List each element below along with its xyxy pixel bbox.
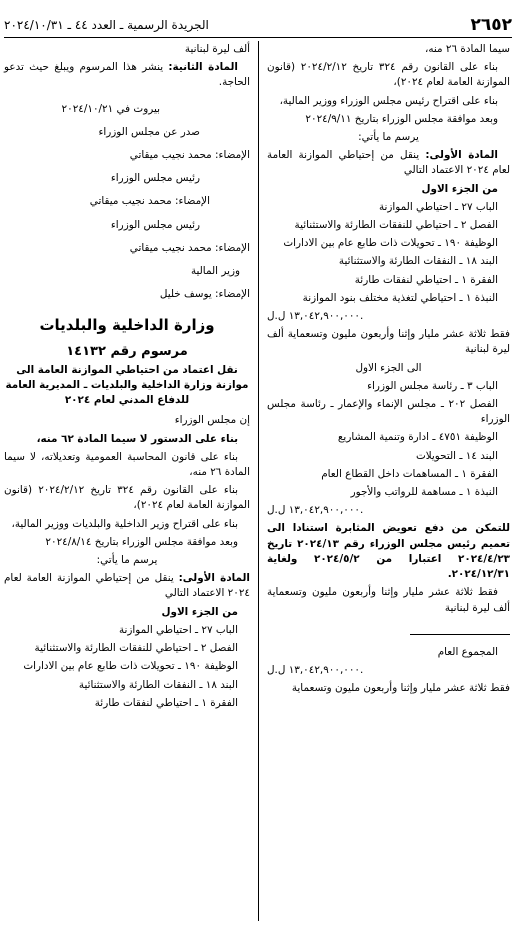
article-label: المادة الثانية:	[168, 61, 238, 74]
article-label: المادة الأولى:	[425, 149, 498, 162]
signature: الإمضاء: محمد نجيب ميقاتي	[129, 241, 250, 254]
place-date: بيروت في ٢٠٢٤/١٠/٢١	[61, 102, 160, 115]
budget-line: البند ١٤ ـ التحويلات	[415, 449, 498, 462]
left-column	[4, 42, 250, 714]
text-line: إن مجلس الوزراء	[174, 414, 250, 427]
issued-by: صدر عن مجلس الوزراء	[98, 125, 200, 138]
budget-line: الفصل ٢ ـ احتياطي للنفقات الطارئة والاستثنائية	[34, 642, 238, 655]
page-number: ٢٦٥٢	[470, 15, 512, 35]
text-line: يرسم ما يأتي:	[358, 131, 419, 144]
page-header	[4, 14, 512, 36]
budget-line: الفقرة ١ ـ احتياطي لنفقات طارئة	[354, 273, 498, 286]
budget-line: البند ١٨ ـ النفقات الطارئة والاستثنائية	[338, 255, 498, 268]
budget-line: البند ١٨ ـ النفقات الطارئة والاستثنائية	[78, 678, 238, 691]
text-line: بناء على اقتراح رئيس مجلس الوزراء ووزير المالية،	[279, 94, 498, 107]
ministry-heading: وزارة الداخلية والبلديات	[39, 316, 215, 335]
part-heading: من الجزء الاول	[421, 182, 498, 195]
text-line: بناء على اقتراح وزير الداخلية والبلديات ووزير المالية،	[11, 517, 238, 530]
signatory-title: وزير المالية	[190, 265, 240, 278]
budget-line: الوظيفة ٤٧٥١ ـ ادارة وتنمية المشاريع	[337, 431, 498, 444]
decree-number: مرسوم رقم ١٤١٣٢	[66, 343, 188, 359]
text-line: بناء على القانون رقم ٣٢٤ تاريخ ٢٠٢٤/٢/١٢ (قانون الموازنة العامة لعام ٢٠٢٤)،	[267, 61, 510, 89]
article-2	[4, 60, 250, 90]
text-line: بناء على الدستور لا سيما المادة ٦٢ منه،	[36, 432, 238, 445]
budget-line: الباب ٢٧ ـ احتياطي الموازنة	[378, 200, 498, 213]
amount-in-words: فقط ثلاثة عشر مليار وإثنا وأربعون مليون وتسعماية ألف ليرة لبنانية	[267, 586, 510, 614]
signatory-title: رئيس مجلس الوزراء	[110, 172, 200, 185]
text-line: وبعد موافقة مجلس الوزراء بتاريخ ٢٠٢٤/٩/١١	[305, 112, 498, 125]
text-line: سيما المادة ٢٦ منه،	[424, 43, 510, 55]
text-line: بناء على القانون رقم ٣٢٤ تاريخ ٢٠٢٤/٢/١٢ (قانون الموازنة العامة لعام ٢٠٢٤)،	[4, 484, 250, 512]
right-column	[267, 42, 510, 699]
total-label: المجموع العام	[437, 645, 498, 658]
budget-line: النبذة ١ ـ مساهمة للرواتب والأجور	[350, 486, 498, 499]
article-label: المادة الأولى:	[178, 572, 250, 585]
article-1	[267, 148, 510, 178]
amount: ١٣,٠٤٢,٩٠٠,٠٠٠ ل.ل.	[267, 504, 364, 517]
decree-title: نقل اعتماد من احتياطي الموازنة العامة الى موازنة وزارة الداخلية والبلديات ـ المديرية العامة للدفاع المدني لعام ٢٠٢٤	[5, 363, 249, 407]
signature: الإمضاء: يوسف خليل	[159, 288, 250, 301]
article-text: ينقل من إحتياطي الموازنة العامة لعام ٢٠٢٤ الاعتماد التالي	[4, 572, 250, 600]
part-heading: الى الجزء الاول	[355, 361, 422, 374]
note: للتمكن من دفع تعويض المثابرة استنادا الى تعميم رئيس مجلس الوزراء رقم ٢٠٢٤/١٣ تاريخ ٢٠٢٤/٤/٢٣ اعتبارا من ٢٠٢٤/٥/٢ ولغاية ٢٠٢٤/١٢/٣١.	[267, 522, 511, 581]
total-amount: ١٣,٠٤٢,٩٠٠,٠٠٠ ل.ل.	[267, 663, 364, 676]
budget-line: النبذة ١ ـ احتياطي لتغذية مختلف بنود الموازنة	[302, 291, 498, 304]
article-1	[4, 571, 250, 601]
article-text: ينشر هذا المرسوم ويبلغ حيث تدعو الحاجة.	[4, 61, 250, 89]
short-rule	[410, 634, 510, 635]
budget-line: الفصل ٢٠٢ ـ مجلس الإنماء والإعمار ـ رئاسة مجلس الوزراء	[267, 398, 510, 426]
column-divider	[258, 41, 259, 921]
text-line: ألف ليرة لبنانية	[184, 43, 250, 55]
text-line: بناء على قانون المحاسبة العمومية وتعديلاته، لا سيما المادة ٢٦ منه،	[4, 450, 250, 479]
signature: الإمضاء: محمد نجيب ميقاتي	[129, 149, 250, 162]
budget-line: الوظيفة ١٩٠ ـ تحويلات ذات طابع عام بين الادارات	[23, 660, 238, 673]
signatory-title: رئيس مجلس الوزراء	[110, 218, 200, 231]
budget-line: الفقرة ١ ـ المساهمات داخل القطاع العام	[321, 467, 498, 480]
budget-line: الفصل ٢ ـ احتياطي للنفقات الطارئة والاستثنائية	[294, 219, 498, 232]
budget-line: الباب ٢٧ ـ احتياطي الموازنة	[118, 623, 238, 636]
issue-info: الجريدة الرسمية ـ العدد ٤٤ ـ ٢٠٢٤/١٠/٣١	[4, 18, 209, 32]
text-line: وبعد موافقة مجلس الوزراء بتاريخ ٢٠٢٤/٨/١٤	[45, 535, 238, 548]
signature: الإمضاء: محمد نجيب ميقاتي	[89, 195, 210, 208]
amount: ١٣,٠٤٢,٩٠٠,٠٠٠ ل.ل.	[267, 310, 364, 323]
article-text: ينقل من إحتياطي الموازنة العامة لعام ٢٠٢٤ الاعتماد التالي	[267, 149, 510, 177]
text-line: يرسم ما يأتي:	[96, 554, 158, 567]
amount-in-words: فقط ثلاثة عشر مليار وإثنا وأربعون مليون وتسعماية ألف ليرة لبنانية	[267, 328, 510, 356]
budget-line: الوظيفة ١٩٠ ـ تحويلات ذات طابع عام بين الادارات	[283, 237, 498, 250]
part-heading: من الجزء الاول	[161, 605, 238, 618]
budget-line: الفقرة ١ ـ احتياطي لنفقات طارئة	[94, 696, 238, 709]
budget-line: الباب ٣ ـ رئاسة مجلس الوزراء	[367, 379, 498, 392]
header-rule	[4, 37, 512, 38]
amount-in-words: فقط ثلاثة عشر مليار وإثنا وأربعون مليون وتسعماية	[291, 682, 510, 695]
